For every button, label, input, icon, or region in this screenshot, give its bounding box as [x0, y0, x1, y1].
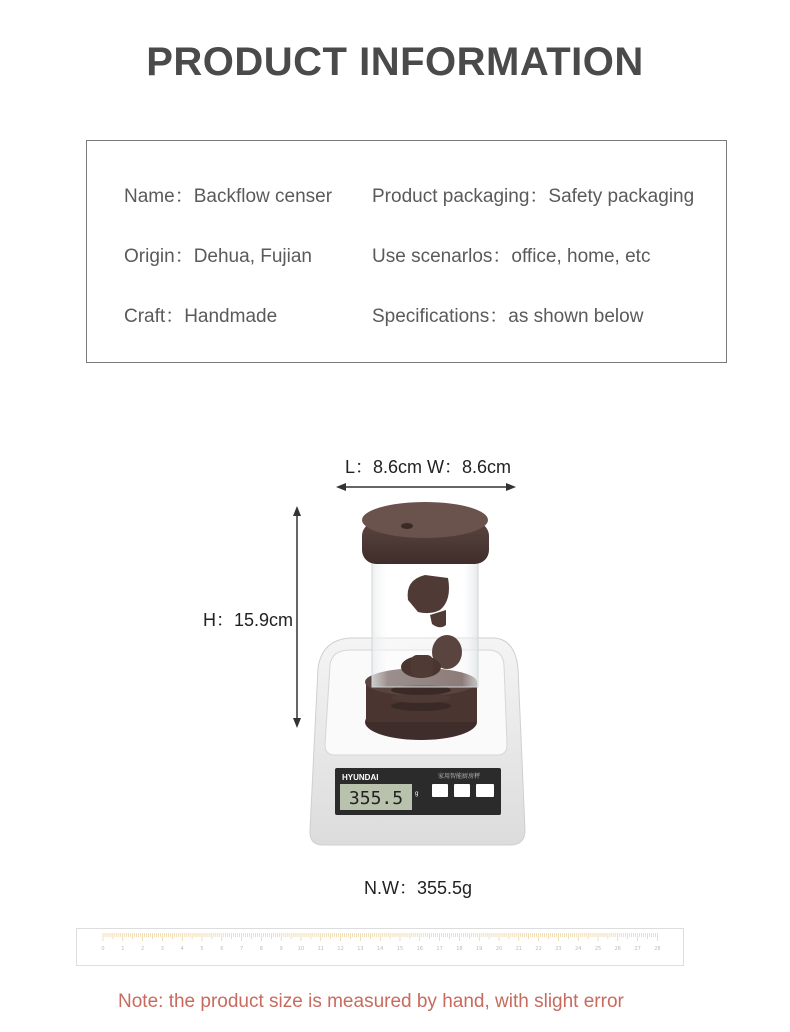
info-name: Name：Backflow censer — [124, 186, 333, 207]
info-scenarios-value: office, home, etc — [511, 246, 651, 267]
ruler-number: 9 — [279, 946, 283, 952]
ruler-number: 8 — [259, 946, 263, 952]
info-scenarios-label: Use scenarlos — [372, 246, 493, 267]
ruler-number: 4 — [180, 946, 184, 952]
measurement-note: Note: the product size is measured by hand, with slight error — [118, 991, 624, 1012]
ruler-number: 22 — [535, 946, 542, 952]
info-craft: Craft：Handmade — [124, 306, 278, 327]
scale-tare-button — [476, 784, 494, 797]
info-origin-label: Origin — [124, 246, 175, 267]
page-title: PRODUCT INFORMATION — [146, 40, 644, 84]
ruler-number: 27 — [634, 946, 641, 952]
ruler-number: 19 — [476, 946, 483, 952]
height-label: H：15.9cm — [203, 610, 294, 630]
height-arrow — [293, 506, 301, 728]
scale-model-text: 家用智能厨房秤 — [438, 773, 481, 780]
scale-unit-button — [454, 784, 470, 797]
info-scenarios: Use scenarlos：office, home, etc — [372, 246, 651, 267]
ruler-number: 25 — [594, 946, 602, 952]
ruler-number: 1 — [121, 946, 125, 952]
ruler-number: 10 — [297, 946, 305, 952]
net-weight-label: N.W：355.5g — [364, 878, 473, 898]
width-arrow — [336, 483, 516, 491]
ruler-number: 24 — [575, 946, 582, 952]
ruler-number: 12 — [337, 946, 344, 952]
ruler-number: 0 — [101, 946, 105, 952]
scale-display: 355.5 — [348, 788, 404, 809]
ruler-number: 6 — [220, 946, 224, 952]
info-origin-value: Dehua, Fujian — [193, 246, 312, 267]
length-width-label: L：8.6cm W：8.6cm — [345, 457, 512, 477]
ruler-number: 21 — [515, 946, 522, 952]
ruler-number: 16 — [416, 946, 423, 952]
info-packaging-label: Product packaging — [372, 186, 530, 207]
scale-brand: HYUNDAI — [342, 773, 379, 782]
info-packaging: Product packaging：Safety packaging — [372, 186, 695, 207]
ruler-number: 18 — [456, 946, 463, 952]
ruler-number: 3 — [160, 946, 164, 952]
censer — [362, 502, 489, 740]
ruler-number: 20 — [495, 946, 503, 952]
ruler-number: 2 — [141, 946, 145, 952]
info-name-value: Backflow censer — [193, 186, 333, 207]
info-specifications: Specifications：as shown below — [372, 306, 644, 327]
info-specifications-value: as shown below — [508, 306, 644, 327]
ruler-number: 15 — [396, 946, 404, 952]
ruler-number: 5 — [200, 946, 204, 952]
scale-power-button — [432, 784, 448, 797]
ruler-number: 14 — [377, 946, 384, 952]
ruler-graphic — [76, 928, 684, 966]
ruler-number: 7 — [240, 946, 244, 952]
info-specifications-label: Specifications — [372, 306, 490, 327]
ruler-number: 13 — [357, 946, 364, 952]
ruler-number: 26 — [614, 946, 621, 952]
info-craft-value: Handmade — [184, 306, 278, 327]
info-name-label: Name — [124, 186, 175, 207]
info-craft-label: Craft — [124, 306, 166, 327]
ruler-number: 28 — [654, 946, 661, 952]
info-packaging-value: Safety packaging — [548, 186, 695, 207]
info-origin: Origin：Dehua, Fujian — [124, 246, 312, 267]
ruler-number: 11 — [317, 946, 324, 952]
ruler-number: 23 — [555, 946, 562, 952]
measuring-ruler — [76, 928, 684, 966]
ruler-number: 17 — [436, 946, 443, 952]
scale-unit: g — [415, 791, 419, 797]
